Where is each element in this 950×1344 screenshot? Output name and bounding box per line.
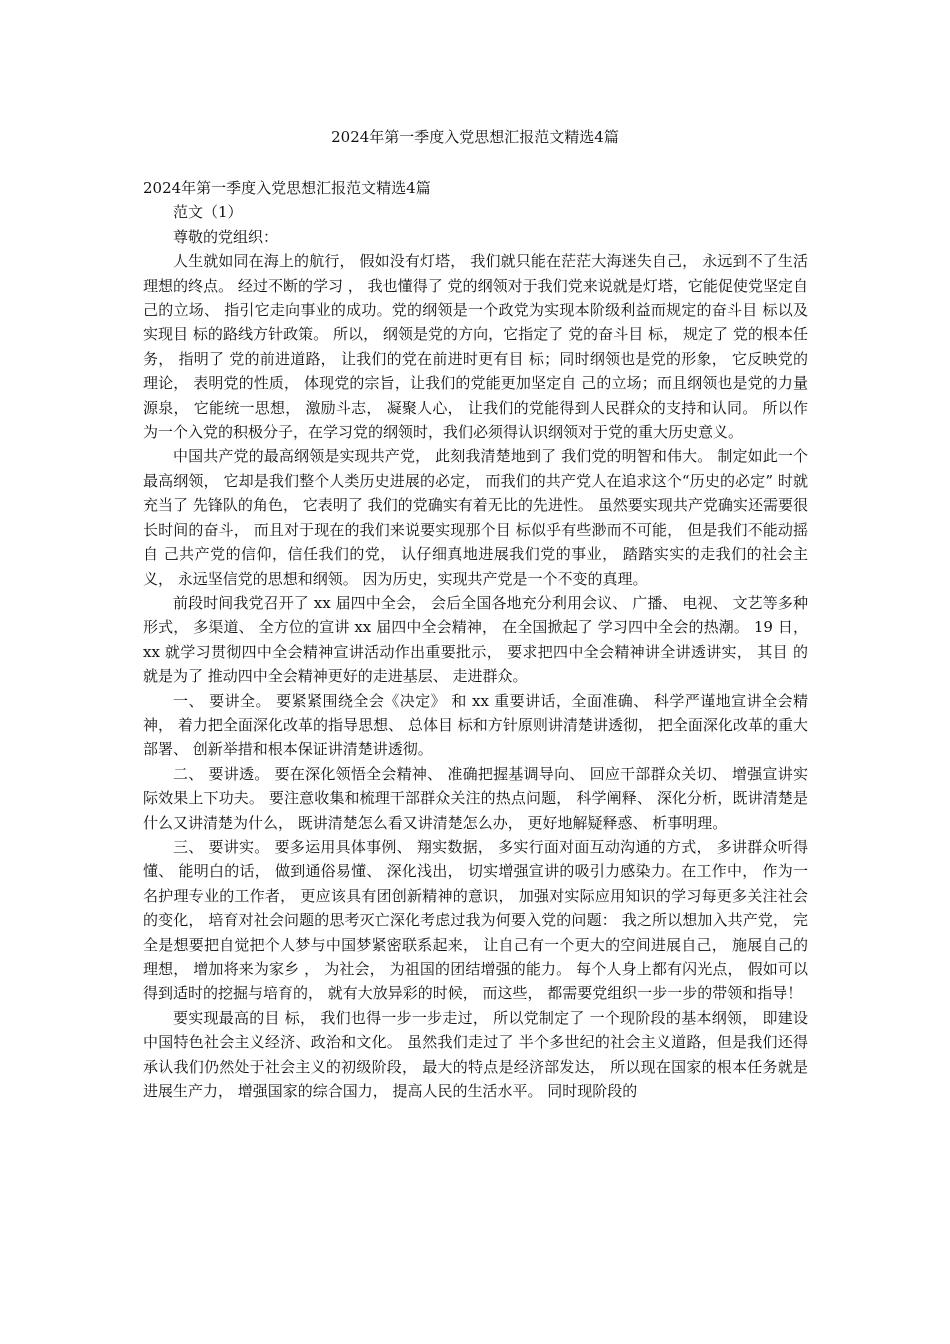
document-subtitle: 2024年第一季度入党思想汇报范文精选4篇: [143, 179, 431, 197]
paragraph: 二、 要讲透。 要在深化领悟全会精神、 准确把握基调导向、 回应干部群众关切、 增强宣讲实际效果上下功夫。 要注意收集和梳理干部群众关注的热点问题， 科学阐释、 深化分析，既讲清楚是什么又讲清楚为什么， 既讲清楚怎么看又讲清楚怎么办， 更好地解疑释惑、 析事明理。: [143, 764, 808, 832]
paragraph: 中国共产党的最高纲领是实现共产党， 此刻我清楚地到了 我们党的明智和伟大。 制定如此一个最高纲领， 它却是我们整个人类历史进展的必定， 而我们的共产党人在追求这个“历史的必定” 时就充当了 先锋队的角色， 它表明了 我们的党确实有着无比的先进性。 虽然要实现共产党确实还需要很长时间的奋斗， 而且对于现在的我们来说要实现那个目 标似乎有些渺而不可能， 但是我们不能动摇自 己共产党的信仰，信任我们的党， 认仔细真地进展我们党的事业， 踏踏实实的走我们的社会主义， 永远坚信党的思想和纲领。 因为历史，实现共产党是一个不变的真理。: [143, 447, 808, 588]
salutation: 尊敬的党组织：: [173, 227, 279, 246]
paragraph: 人生就如同在海上的航行， 假如没有灯塔， 我们就只能在茫茫大海迷失自己， 永远到不了生活理想的终点。 经过不断的学习 ， 我也懂得了 党的纲领对于我们党来说就是灯塔，它能促使党坚定自己的立场、 指引它走向事业的成功。党的纲领是一个政党为实现本阶级利益而规定的奋斗目 标以及实现目 标的路线方针政策。 所以， 纲领是党的方向，它指定了 党的奋斗目 标， 规定了 党的根本任务， 指明了 党的前进道路， 让我们的党在前进时更有目 标；同时纲领也是党的形象， 它反映党的理论， 表明党的性质， 体现党的宗旨，让我们的党能更加坚定自 己的立场；而且纲领也是党的力量源泉， 它能统一思想， 激励斗志， 凝聚人心， 让我们的党能得到人民群众的支持和认同。 所以作为一个入党的积极分子，在学习党的纲领时，我们必须得认识纲领对于党的重大历史意义。: [143, 252, 808, 442]
paragraph: 三、 要讲实。 要多运用具体事例、 翔实数据， 多实行面对面互动沟通的方式， 多讲群众听得懂、 能明白的话， 做到通俗易懂、 深化浅出， 切实增强宣讲的吸引力感染力。在工作中， 作为一名护理专业的工作者， 更应该具有团创新精神的意识， 加强对实际应用知识的学习每更多关注社会的变化， 培育对社会问题的思考灭亡深化考虑过我为何要入党的问题： 我之所以想加入共产党， 完全是想要把自觉把个人梦与中国梦紧密联系起来， 让自己有一个更大的空间进展自己， 施展自己的理想， 增加将来为家乡 ， 为社会， 为祖国的团结增强的能力。 每个人身上都有闪光点， 假如可以得到适时的挖掘与培育的， 就有大放异彩的时候， 而这些， 都需要党组织一步一步的带领和指导！: [143, 837, 808, 1003]
paragraph: 前段时间我党召开了 xx 届四中全会， 会后全国各地充分利用会议、 广播、 电视、 文艺等多种形式， 多渠道、 全方位的宣讲 xx 届四中全会精神， 在全国掀起了 学习四中全会的热潮。 19 日， xx 就学习贯彻四中全会精神宣讲活动作出重要批示， 要求把四中全会精神讲全讲透讲实， 其目 的就是为了 推动四中全会精神更好的走进基层、 走进群众。: [143, 593, 808, 686]
section-label: 范文（1）: [173, 203, 243, 222]
document-title: 2024年第一季度入党思想汇报范文精选4篇: [331, 128, 619, 146]
document-body: [143, 176, 808, 1103]
paragraph: 一、 要讲全。 要紧紧围绕全会《决定》 和 xx 重要讲话，全面准确、 科学严谨地宣讲全会精神， 着力把全面深化改革的指导思想、 总体目 标和方针原则讲清楚讲透彻， 把全面深化改革的重大部署、 创新举措和根本保证讲清楚讲透彻。: [143, 691, 808, 759]
paragraph: 要实现最高的目 标， 我们也得一步一步走过， 所以党制定了 一个现阶段的基本纲领， 即建设中国特色社会主义经济、政治和文化。 虽然我们走过了 半个多世纪的社会主义道路，但是我们还得承认我们仍然处于社会主义的初级阶段， 最大的特点是经济部发达， 所以现在国家的根本任务就是进展生产力， 增强国家的综合国力， 提高人民的生活水平。 同时现阶段的: [143, 1008, 808, 1101]
